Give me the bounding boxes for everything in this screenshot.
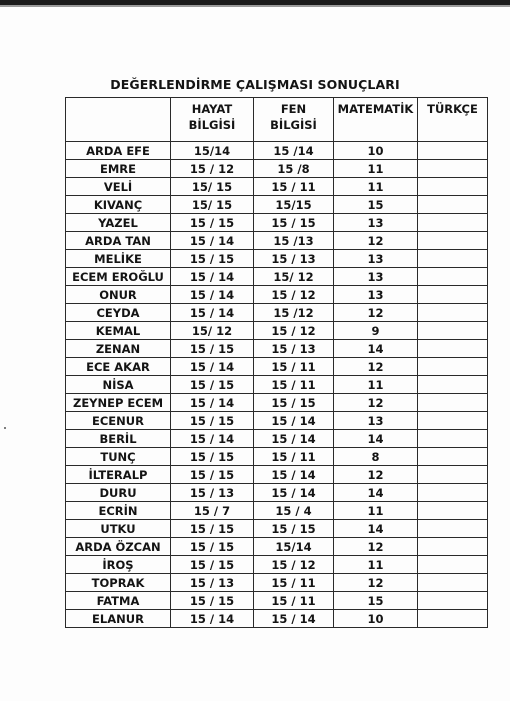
matematik-cell: 11	[334, 556, 418, 574]
hayat-bilgisi-cell: 15 / 15	[171, 448, 254, 466]
fen-bilgisi-cell: 15 / 12	[254, 286, 334, 304]
matematik-cell: 9	[334, 322, 418, 340]
turkce-cell	[418, 502, 488, 520]
table-row	[66, 304, 488, 322]
fen-bilgisi-cell: 15 / 11	[254, 178, 334, 196]
student-name-cell: BERİL	[66, 430, 171, 448]
table-row	[66, 286, 488, 304]
fen-bilgisi-cell: 15/14	[254, 538, 334, 556]
matematik-cell: 12	[334, 574, 418, 592]
matematik-cell: 11	[334, 160, 418, 178]
matematik-cell: 13	[334, 268, 418, 286]
table-row	[66, 484, 488, 502]
student-name-cell: ECRİN	[66, 502, 171, 520]
hayat-bilgisi-cell: 15 / 14	[171, 394, 254, 412]
results-table	[65, 97, 488, 628]
turkce-cell	[418, 448, 488, 466]
header-hayat-bilgisi	[171, 98, 254, 142]
student-name-cell: KEMAL	[66, 322, 171, 340]
matematik-cell: 8	[334, 448, 418, 466]
fen-bilgisi-cell: 15 / 12	[254, 556, 334, 574]
header-fen-bilgisi	[254, 98, 334, 142]
table-row	[66, 592, 488, 610]
matematik-cell: 10	[334, 142, 418, 160]
fen-bilgisi-cell: 15 / 14	[254, 610, 334, 628]
hayat-bilgisi-cell: 15/ 15	[171, 178, 254, 196]
student-name-cell: UTKU	[66, 520, 171, 538]
fen-bilgisi-cell: 15 /8	[254, 160, 334, 178]
hayat-bilgisi-cell: 15 / 13	[171, 574, 254, 592]
turkce-cell	[418, 160, 488, 178]
hayat-bilgisi-cell: 15 / 14	[171, 268, 254, 286]
turkce-cell	[418, 196, 488, 214]
fen-bilgisi-cell: 15 / 15	[254, 520, 334, 538]
turkce-cell	[418, 394, 488, 412]
turkce-cell	[418, 304, 488, 322]
matematik-cell: 13	[334, 214, 418, 232]
turkce-cell	[418, 484, 488, 502]
hayat-bilgisi-cell: 15 / 15	[171, 340, 254, 358]
turkce-cell	[418, 376, 488, 394]
matematik-cell: 12	[334, 538, 418, 556]
matematik-cell: 14	[334, 340, 418, 358]
student-name-cell: ECE AKAR	[66, 358, 171, 376]
turkce-cell	[418, 556, 488, 574]
fen-bilgisi-cell: 15 / 14	[254, 466, 334, 484]
header-hayat-line2: BİLGİSİ	[188, 118, 236, 132]
hayat-bilgisi-cell: 15 / 14	[171, 286, 254, 304]
fen-bilgisi-cell: 15 /12	[254, 304, 334, 322]
hayat-bilgisi-cell: 15 / 14	[171, 358, 254, 376]
turkce-cell	[418, 574, 488, 592]
fen-bilgisi-cell: 15 / 11	[254, 574, 334, 592]
hayat-bilgisi-cell: 15 / 15	[171, 592, 254, 610]
fen-bilgisi-cell: 15 /13	[254, 232, 334, 250]
turkce-cell	[418, 178, 488, 196]
turkce-cell	[418, 466, 488, 484]
fen-bilgisi-cell: 15 / 12	[254, 322, 334, 340]
hayat-bilgisi-cell: 15 / 15	[171, 520, 254, 538]
table-row	[66, 178, 488, 196]
table-row	[66, 214, 488, 232]
student-name-cell: FATMA	[66, 592, 171, 610]
fen-bilgisi-cell: 15 / 14	[254, 430, 334, 448]
table-row	[66, 232, 488, 250]
hayat-bilgisi-cell: 15 / 14	[171, 430, 254, 448]
fen-bilgisi-cell: 15 / 11	[254, 592, 334, 610]
turkce-cell	[418, 430, 488, 448]
turkce-cell	[418, 214, 488, 232]
fen-bilgisi-cell: 15 / 15	[254, 214, 334, 232]
turkce-cell	[418, 538, 488, 556]
student-name-cell: İLTERALP	[66, 466, 171, 484]
table-row	[66, 610, 488, 628]
student-name-cell: TUNÇ	[66, 448, 171, 466]
student-name-cell: ZEYNEP ECEM	[66, 394, 171, 412]
student-name-cell: ARDA ÖZCAN	[66, 538, 171, 556]
table-row	[66, 574, 488, 592]
document-title: DEĞERLENDİRME ÇALIŞMASI SONUÇLARI	[110, 77, 400, 92]
student-name-cell: EMRE	[66, 160, 171, 178]
hayat-bilgisi-cell: 15 / 14	[171, 232, 254, 250]
matematik-cell: 11	[334, 178, 418, 196]
table-row	[66, 466, 488, 484]
turkce-cell	[418, 142, 488, 160]
matematik-cell: 12	[334, 394, 418, 412]
hayat-bilgisi-cell: 15/14	[171, 142, 254, 160]
student-name-cell: ARDA EFE	[66, 142, 171, 160]
header-name	[66, 98, 171, 142]
matematik-cell: 12	[334, 232, 418, 250]
hayat-bilgisi-cell: 15 / 14	[171, 610, 254, 628]
matematik-cell: 12	[334, 466, 418, 484]
header-turkce: TÜRKÇE	[418, 98, 488, 142]
fen-bilgisi-cell: 15 / 4	[254, 502, 334, 520]
matematik-cell: 13	[334, 286, 418, 304]
table-row	[66, 430, 488, 448]
table-row	[66, 556, 488, 574]
matematik-cell: 11	[334, 502, 418, 520]
matematik-cell: 10	[334, 610, 418, 628]
fen-bilgisi-cell: 15 / 11	[254, 358, 334, 376]
student-name-cell: YAZEL	[66, 214, 171, 232]
matematik-cell: 13	[334, 412, 418, 430]
table-row	[66, 520, 488, 538]
hayat-bilgisi-cell: 15 / 15	[171, 376, 254, 394]
student-name-cell: ECENUR	[66, 412, 171, 430]
fen-bilgisi-cell: 15 / 14	[254, 412, 334, 430]
header-fen-line1: FEN	[280, 102, 307, 116]
fen-bilgisi-cell: 15 / 14	[254, 484, 334, 502]
fen-bilgisi-cell: 15 / 13	[254, 340, 334, 358]
matematik-cell: 14	[334, 520, 418, 538]
table-row	[66, 340, 488, 358]
fen-bilgisi-cell: 15/ 12	[254, 268, 334, 286]
student-name-cell: NİSA	[66, 376, 171, 394]
student-name-cell: ARDA TAN	[66, 232, 171, 250]
matematik-cell: 14	[334, 430, 418, 448]
student-name-cell: ZENAN	[66, 340, 171, 358]
student-name-cell: VELİ	[66, 178, 171, 196]
student-name-cell: MELİKE	[66, 250, 171, 268]
table-row	[66, 538, 488, 556]
student-name-cell: ELANUR	[66, 610, 171, 628]
matematik-cell: 13	[334, 250, 418, 268]
matematik-cell: 14	[334, 484, 418, 502]
matematik-cell: 11	[334, 376, 418, 394]
student-name-cell: ECEM EROĞLU	[66, 268, 171, 286]
table-row	[66, 142, 488, 160]
turkce-cell	[418, 358, 488, 376]
scan-speck	[4, 427, 6, 429]
hayat-bilgisi-cell: 15 / 14	[171, 304, 254, 322]
turkce-cell	[418, 322, 488, 340]
turkce-cell	[418, 610, 488, 628]
hayat-bilgisi-cell: 15 / 12	[171, 160, 254, 178]
header-matematik: MATEMATİK	[334, 98, 418, 142]
hayat-bilgisi-cell: 15 / 15	[171, 538, 254, 556]
scan-top-shadow	[0, 5, 510, 7]
student-name-cell: DURU	[66, 484, 171, 502]
fen-bilgisi-cell: 15 /14	[254, 142, 334, 160]
fen-bilgisi-cell: 15/15	[254, 196, 334, 214]
fen-bilgisi-cell: 15 / 15	[254, 394, 334, 412]
student-name-cell: KIVANÇ	[66, 196, 171, 214]
turkce-cell	[418, 340, 488, 358]
header-row	[66, 98, 488, 142]
student-name-cell: İROŞ	[66, 556, 171, 574]
header-fen-line2: BİLGİSİ	[270, 118, 317, 132]
hayat-bilgisi-cell: 15 / 15	[171, 412, 254, 430]
hayat-bilgisi-cell: 15/ 12	[171, 322, 254, 340]
fen-bilgisi-cell: 15 / 11	[254, 376, 334, 394]
table-row	[66, 448, 488, 466]
table-row	[66, 394, 488, 412]
student-name-cell: CEYDA	[66, 304, 171, 322]
hayat-bilgisi-cell: 15 / 15	[171, 556, 254, 574]
table-row	[66, 268, 488, 286]
table-row	[66, 160, 488, 178]
matematik-cell: 15	[334, 592, 418, 610]
table-row	[66, 358, 488, 376]
matematik-cell: 12	[334, 304, 418, 322]
student-name-cell: ONUR	[66, 286, 171, 304]
matematik-cell: 12	[334, 358, 418, 376]
hayat-bilgisi-cell: 15 / 15	[171, 466, 254, 484]
turkce-cell	[418, 286, 488, 304]
student-name-cell: TOPRAK	[66, 574, 171, 592]
turkce-cell	[418, 232, 488, 250]
matematik-cell: 15	[334, 196, 418, 214]
hayat-bilgisi-cell: 15 / 15	[171, 250, 254, 268]
turkce-cell	[418, 412, 488, 430]
table-row	[66, 412, 488, 430]
header-hayat-line1: HAYAT	[191, 102, 233, 116]
table-row	[66, 250, 488, 268]
hayat-bilgisi-cell: 15 / 15	[171, 214, 254, 232]
hayat-bilgisi-cell: 15/ 15	[171, 196, 254, 214]
table-row	[66, 502, 488, 520]
table-row	[66, 376, 488, 394]
hayat-bilgisi-cell: 15 / 13	[171, 484, 254, 502]
table-row	[66, 196, 488, 214]
fen-bilgisi-cell: 15 / 13	[254, 250, 334, 268]
table-row	[66, 322, 488, 340]
fen-bilgisi-cell: 15 / 11	[254, 448, 334, 466]
turkce-cell	[418, 520, 488, 538]
turkce-cell	[418, 268, 488, 286]
hayat-bilgisi-cell: 15 / 7	[171, 502, 254, 520]
turkce-cell	[418, 592, 488, 610]
turkce-cell	[418, 250, 488, 268]
